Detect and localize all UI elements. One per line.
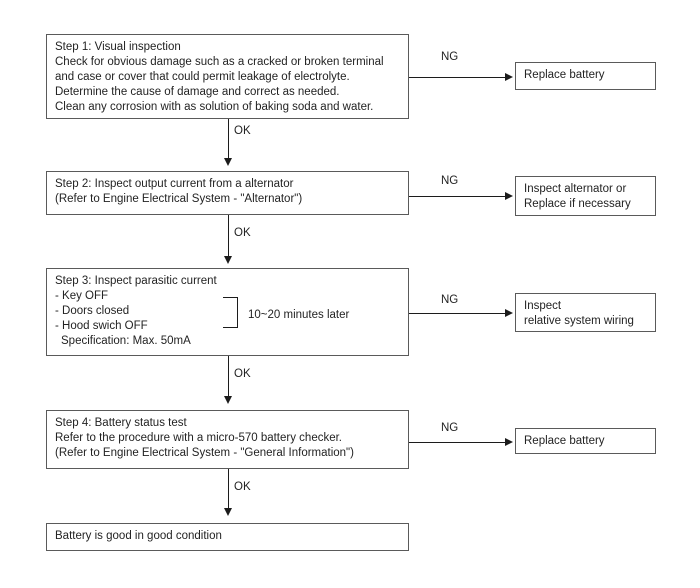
text-line: Replace battery [524,69,605,81]
ok-arrow-line [228,215,229,256]
text-line: (Refer to Engine Electrical System - "General Information") [55,447,354,459]
text-line: Replace if necessary [524,198,631,210]
step4-box [46,410,409,469]
arrowhead-down [224,508,232,516]
text-line: Specification: Max. 50mA [61,335,191,347]
ok-arrow-line [228,356,229,396]
arrowhead-down [224,256,232,264]
ng-arrow-line [409,77,505,78]
inspect-wiring-box [515,293,656,332]
text-line: - Doors closed [55,305,130,317]
ng-arrow-line [409,313,505,314]
step1-box [46,34,409,119]
text-line: Step 3: Inspect parasitic current [55,275,217,287]
text-line: and case or cover that could permit leakage of electrolyte. [55,71,350,83]
ok-arrow-line [228,469,229,508]
ok-label: OK [234,481,251,493]
text-line: Step 1: Visual inspection [55,41,181,53]
text-line: Refer to the procedure with a micro-570 battery checker. [55,432,343,444]
ok-label: OK [234,227,251,239]
ng-label: NG [441,294,459,306]
grouping-bracket [223,297,238,328]
ok-label: OK [234,368,251,380]
arrowhead-down [224,396,232,404]
ng-arrow-line [409,196,505,197]
replace-battery-box [515,62,656,90]
ok-arrow-line [228,119,229,158]
text-line: Inspect alternator or [524,183,627,195]
replace-battery-box-2 [515,428,656,454]
text-line: Step 2: Inspect output current from a alternator [55,178,294,190]
text-line: (Refer to Engine Electrical System - "Alternator") [55,193,303,205]
text-line: Check for obvious damage such as a cracked or broken terminal [55,56,384,68]
ng-label: NG [441,422,459,434]
text-line: Inspect [524,300,562,312]
text-line: Clean any corrosion with as solution of baking soda and water. [55,101,374,113]
text-line: Battery is good in good condition [55,530,222,542]
arrowhead-right [505,192,513,200]
bracket-label: 10~20 minutes later [248,309,350,321]
inspect-alternator-box [515,176,656,216]
text-line: - Key OFF [55,290,109,302]
arrowhead-down [224,158,232,166]
arrowhead-right [505,438,513,446]
ng-label: NG [441,51,459,63]
text-line: Replace battery [524,435,605,447]
arrowhead-right [505,73,513,81]
arrowhead-right [505,309,513,317]
text-line: Step 4: Battery status test [55,417,187,429]
ng-label: NG [441,175,459,187]
text-line: relative system wiring [524,315,634,327]
ok-label: OK [234,125,251,137]
ng-arrow-line [409,442,505,443]
result-box [46,523,409,551]
step2-box [46,171,409,215]
text-line: Determine the cause of damage and correct as needed. [55,86,340,98]
text-line: - Hood swich OFF [55,320,148,332]
